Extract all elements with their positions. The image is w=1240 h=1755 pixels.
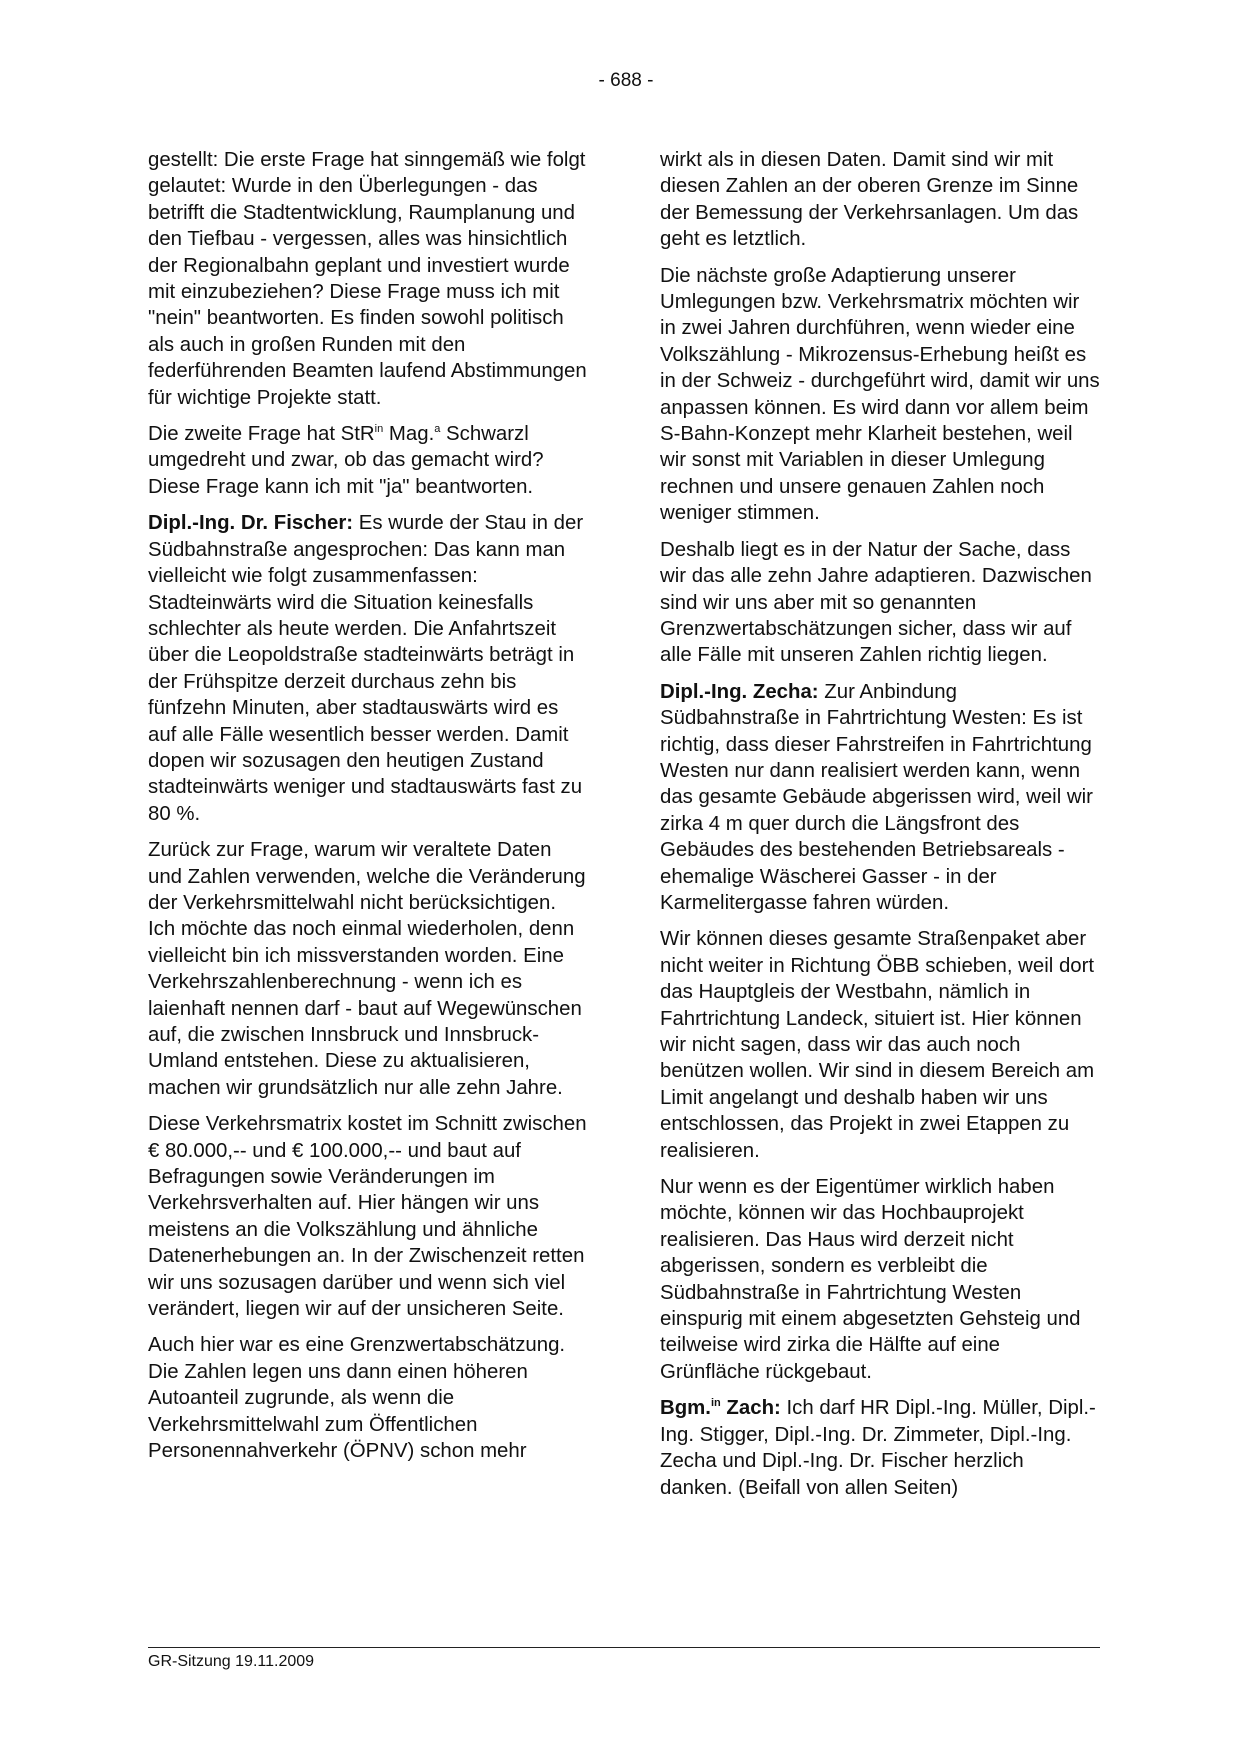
speaker-name (660, 1397, 781, 1419)
paragraph (660, 679, 1100, 917)
paragraph: Deshalb liegt es in der Natur der Sache, dass wir das alle zehn Jahre adaptieren. Dazwischen sind wir uns aber mit so genannten Grenzwertabschätzungen sicher, dass wir auf alle Fälle mit unseren Zahlen richtig liegen. (660, 538, 1092, 667)
paragraph: Nur wenn es der Eigentümer wirklich haben möchte, können wir das Hochbauprojekt realisieren. Das Haus wird derzeit nicht abgerissen, sondern es verbleibt die Südbahnstraße in Fahrtrichtung Westen einspurig mit einem abgesetzten Gehsteig und teilweise wird zirka die Hälfte auf eine Grünfläche rückgebaut. (660, 1176, 1081, 1383)
text-run: Ich darf HR Dipl.-Ing. Müller, Dipl.-Ing. Stigger, Dipl.-Ing. Dr. Zimmeter, Dipl.-Ing. Zecha und Dipl.-Ing. Dr. Fischer herzlich danken. (Beifall von allen Seiten) (660, 1397, 1096, 1499)
paragraph: Die nächste große Adaptierung unserer Umlegungen bzw. Verkehrsmatrix möchten wir in zwei Jahren durchführen, wenn wieder eine Volkszählung - Mikrozensus-Erhebung heißt es in der Schweiz - durchgeführt wird, damit wir uns anpassen können. Es wird dann vor allem beim S-Bahn-Konzept mehr Klarheit bestehen, weil wir sonst mit Variablen in dieser Umlegung rechnen und unsere genauen Zahlen noch weniger stimmen. (660, 264, 1100, 525)
text-run: Bgm. (660, 1397, 711, 1420)
superscript: in (710, 1397, 721, 1410)
superscript: a (434, 423, 441, 436)
paragraph: Diese Verkehrsmatrix kostet im Schnitt zwischen € 80.000,-- und € 100.000,-- und baut auf Befragungen sowie Veränderungen im Verkehrsverhalten auf. Hier hängen wir uns meistens an die Volkszählung und ähnliche Datenerhebungen an. In der Zwischenzeit retten wir uns sozusagen darüber und wenn sich viel verändert, liegen wir auf der unsicheren Seite. (148, 1113, 587, 1321)
paragraph (148, 510, 588, 827)
footer-text: GR-Sitzung 19.11.2009 (148, 1653, 315, 1670)
speaker-name: Dipl.-Ing. Dr. Fischer: (148, 512, 354, 535)
text-run: Es wurde der Stau in der Südbahnstraße angesprochen: Das kann man vielleicht wie folgt zusammenfassen: Stadteinwärts wird die Situation keinesfalls schlechter als heute werden. Die Anfahrtszeit über die Leopoldstraße stadteinwärts beträgt in der Frühspitze derzeit durchaus zehn bis fünfzehn Minuten, aber stadtauswärts wird es auf alle Fälle wesentlich besser werden. Damit dopen wir sozusagen den heutigen Zustand stadteinwärts weniger und stadtauswärts fast zu 80 %. (148, 512, 584, 825)
text-run: Zur Anbindung Südbahnstraße in Fahrtrichtung Westen: Es ist richtig, dass dieser Fahrstreifen in Fahrtrichtung Westen nur dann realisiert werden kann, wenn das gesamte Gebäude abgerissen wird, weil wir zirka 4 m quer durch die Längsfront des Gebäudes des bestehenden Betriebsareals - ehemalige Wäscherei Gasser - in der Karmelitergasse fahren würden. (660, 680, 1093, 914)
paragraph: wirkt als in diesen Daten. Damit sind wir mit diesen Zahlen an der oberen Grenze im Sinne der Bemessung der Verkehrsanlagen. Um das geht es letztlich. (660, 149, 1079, 251)
paragraph: Zurück zur Frage, warum wir veraltete Daten und Zahlen verwenden, welche die Veränderung der Verkehrsmittelwahl nicht berücksichtigen. Ich möchte das noch einmal wiederholen, denn vielleicht bin ich missverstanden worden. Eine Verkehrszahlenberechnung - wenn ich es laienhaft nennen darf - baut auf Wegewünschen auf, die zwischen Innsbruck und Innsbruck-Umland entstehen. Diese zu aktualisieren, machen wir grundsätzlich nur alle zehn Jahre. (148, 839, 586, 1099)
paragraph: gestellt: Die erste Frage hat sinngemäß wie folgt gelautet: Wurde in den Überlegungen - das betrifft die Stadtentwicklung, Raumplanung und den Tiefbau - vergessen, alles was hinsichtlich der Regionalbahn geplant und investiert wurde mit einzubeziehen? Diese Frage muss ich mit "nein" beantworten. Es finden sowohl politisch als auch in großen Runden mit den federführenden Beamten laufend Abstimmungen für wichtige Projekte statt. (148, 149, 587, 409)
paragraph: Wir können dieses gesamte Straßenpaket aber nicht weiter in Richtung ÖBB schieben, weil dort das Hauptgleis der Westbahn, nämlich in Fahrtrichtung Landeck, situiert ist. Hier können wir nicht sagen, dass wir das auch noch benützen wollen. Wir sind in diesem Bereich am Limit angelangt und deshalb haben wir uns entschlossen, das Projekt in zwei Etappen zu realisieren. (660, 928, 1095, 1162)
footer-divider (148, 1647, 1100, 1648)
paragraph (148, 421, 588, 500)
paragraph: Auch hier war es eine Grenzwertabschätzung. Die Zahlen legen uns dann einen höheren Autoanteil zugrunde, als wenn die Verkehrsmittelwahl zum Öffentlichen Personennahverkehr (ÖPNV) schon mehr (148, 1334, 566, 1463)
text-run: Zach: (720, 1397, 781, 1420)
page-number: - 688 - (598, 70, 654, 91)
speaker-name: Dipl.-Ing. Zecha: (660, 680, 819, 703)
text-run: Mag. (383, 423, 435, 446)
left-column (148, 147, 588, 1475)
text-run: Die zweite Frage hat StR (148, 423, 375, 446)
right-column (660, 147, 1100, 1511)
superscript: in (374, 423, 384, 436)
text-run: Schwarzl umgedreht und zwar, ob das gemacht wird? Diese Frage kann ich mit "ja" beantworten. (148, 423, 544, 498)
paragraph (660, 1395, 1100, 1501)
